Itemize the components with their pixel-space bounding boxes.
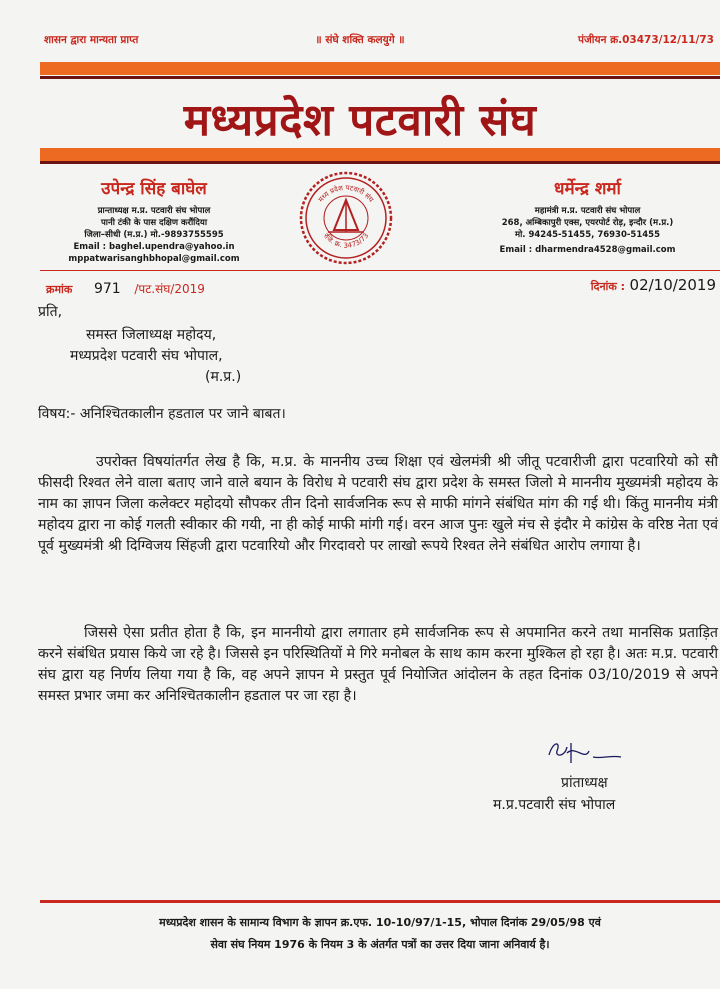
address-line: समस्त जिलाध्यक्ष महोदय, xyxy=(86,327,217,343)
seal-icon xyxy=(298,170,394,266)
address-line: (म.प्र.) xyxy=(205,369,242,385)
letter-date xyxy=(591,276,716,294)
footer-line: सेवा संघ नियम 1976 के नियम 3 के अंतर्गत पत्रों का उत्तर दिया जाना अनिवार्य है। xyxy=(210,938,550,951)
date-value: 02/10/2019 xyxy=(629,276,716,294)
registration-number: पंजीयन क्र.03473/12/11/73 xyxy=(578,34,714,46)
subheader-band xyxy=(40,148,720,161)
right-office-name: धर्मेन्द्र शर्मा xyxy=(554,179,621,199)
subject-line: विषय:- अनिश्चितकालीन हडताल पर जाने बाबत। xyxy=(38,406,286,422)
right-office-line: महामंत्री म.प्र. पटवारी संघ भोपाल xyxy=(534,206,641,216)
paragraph-1-text: उपरोक्त विषयांतर्गत लेख है कि, म.प्र. के माननीय उच्च शिक्षा एवं खेलमंत्री श्री जीतू पटवारीजी द्वारा पटवारियो को सौ फीसदी रिश्वत लेने वाला बताए जाने वाले बयान के विरोध मे पटवारी संघ द्वारा प्रदेश के समस्त जिलो मे माननीय मुख्यमंत्री महोदय के नाम का ज्ञापन जिला कलेक्टर महोदयो सौपकर तीन दिनो सार्वजनिक रूप से माफी मांगने संबंधित मांग की गई थी। किंतु माननीय मंत्री महोदय द्वारा ना कोई गलती स्वीकार की गयी, ना ही कोई माफी मांगी गई। वरन आज पुनः खुले मंच से इंदौर मे कांग्रेस के वरिष्ठ नेता एवं पूर्व मुख्यमंत्री श्री दिग्विजय सिंहजी द्वारा पटवारियो और गिरदावरो पर लाखो रूपये रिश्वत लेने संबंधित आरोप लगाया है। xyxy=(38,454,718,554)
svg-text:रजि. क्र. 3473/73 xyxy=(322,232,371,250)
address-to: प्रति, xyxy=(38,304,63,320)
signature xyxy=(545,737,625,771)
letterhead-divider xyxy=(40,270,720,271)
left-office-line: पानी टंकी के पास दक्षिण करौंदिया xyxy=(100,218,208,228)
org-title: मध्यप्रदेश पटवारी संघ xyxy=(183,95,537,146)
recognition-tag: शासन द्वारा मान्यता प्राप्त xyxy=(44,34,139,46)
signature-icon xyxy=(545,737,625,767)
header-band xyxy=(40,62,720,75)
left-office-email: mppatwarisanghbhopal@gmail.com xyxy=(68,254,240,264)
address-line: मध्यप्रदेश पटवारी संघ भोपाल, xyxy=(70,348,223,364)
motto: ॥ संघे शक्ति कलयुगे ॥ xyxy=(315,34,405,46)
right-office-line: 268, अम्बिकापुरी एक्स, एयरपोर्ट रोड़, इन्दौर (म.प्र.) xyxy=(501,218,674,228)
reference-value: 971 xyxy=(93,281,121,297)
right-office xyxy=(470,176,705,256)
right-office-email: Email : dharmendra4528@gmail.com xyxy=(499,245,676,255)
left-office-line: जिला–सीधी (म.प्र.) मो.-9893755595 xyxy=(84,230,224,240)
reference-suffix: /पट.संघ/2019 xyxy=(134,282,205,296)
right-office-line: मो. 94245-51455, 76930-51455 xyxy=(514,230,660,240)
left-office xyxy=(44,176,264,265)
left-office-line: प्रान्ताध्यक्ष म.प्र. पटवारी संघ भोपाल xyxy=(97,206,211,216)
body-paragraph-1 xyxy=(38,452,718,557)
paragraph-2-text: जिससे ऐसा प्रतीत होता है कि, इन माननीयो द्वारा लगातार हमे सार्वजनिक रूप से अपमानित करने तथा मानसिक प्रताड़ित करने संबंधित प्रयास किये जा रहे है। जिससे इन परिस्थितियों मे गिरे मनोबल के साथ काम करना मुश्किल हो रहा है। अतः म.प्र. पटवारी संघ द्वारा यह निर्णय लिया गया है कि, वह अपने ज्ञापन मे प्रस्तुत पूर्व नियोजित आंदोलन के तहत दिनांक 03/10/2019 से अपने समस्त प्रभार जमा कर अनिश्चितकालीन हडताल पर जा रहा है। xyxy=(38,625,718,704)
body-paragraph-2 xyxy=(38,623,718,707)
reference-label: क्रमांक xyxy=(46,283,73,296)
footer-band xyxy=(40,900,720,903)
signatory-org: म.प्र.पटवारी संघ भोपाल xyxy=(493,797,616,813)
seal-bottom-text: रजि. क्र. 3473/73 xyxy=(321,231,371,250)
subheader-band-shadow xyxy=(40,161,720,164)
header-band-shadow xyxy=(40,76,720,79)
signatory-title: प्रांताध्यक्ष xyxy=(561,775,608,791)
date-label: दिनांक : xyxy=(590,280,626,293)
footer-note xyxy=(40,912,720,956)
association-seal xyxy=(298,170,394,266)
left-office-name: उपेन्द्र सिंह बाघेल xyxy=(101,179,207,199)
seal-top-text: मध्य प्रदेश पटवारी संघ xyxy=(316,183,376,204)
left-office-email: Email : baghel.upendra@yahoo.in xyxy=(73,242,235,252)
footer-line: मध्यप्रदेश शासन के सामान्य विभाग के ज्ञापन क्र.एफ. 10-10/97/1-15, भोपाल दिनांक 29/05/98 एवं xyxy=(159,916,601,929)
reference-number xyxy=(46,280,205,297)
